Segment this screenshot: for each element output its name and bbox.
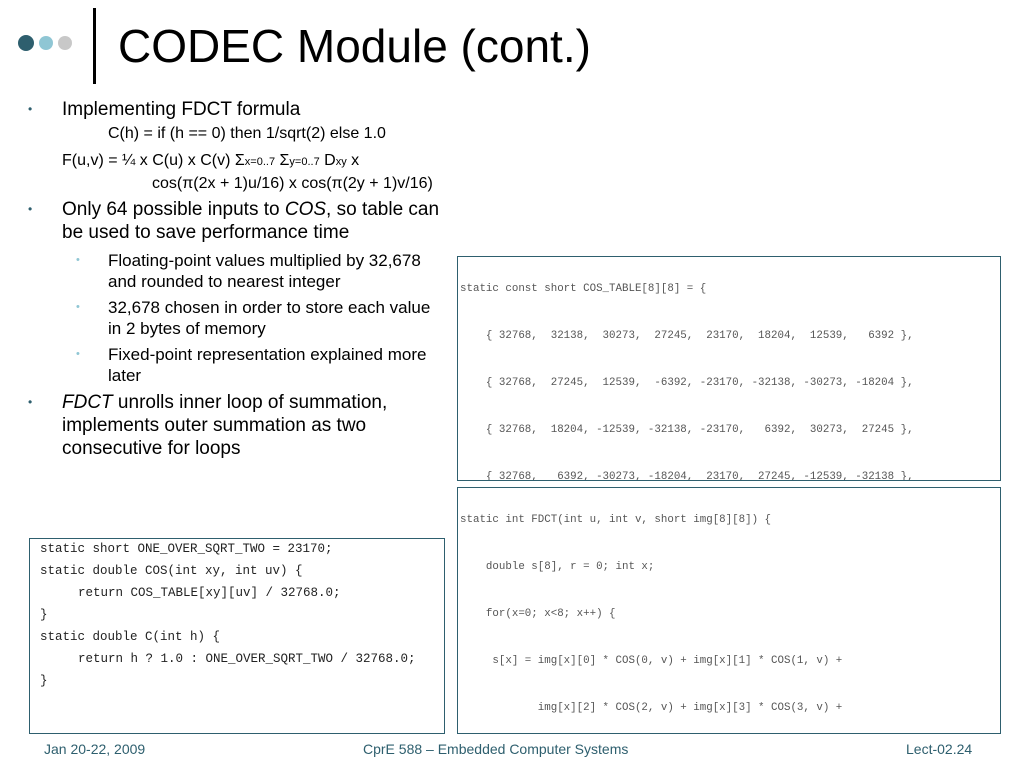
- formula-f: F(u,v) = ¼ x C(u) x C(v) Σx=0..7 Σy=0..7 Dxy x: [62, 152, 360, 169]
- light-dot: [39, 36, 53, 50]
- sub-bullet-floating-point: • Floating-point values multiplied by 32,678 and rounded to nearest integer: [76, 251, 421, 291]
- bullet-fdct-formula: [24, 98, 444, 144]
- dark-dot: [18, 35, 34, 51]
- bullet-fdct-unroll: • FDCT unrolls inner loop of summation, implements outer summation as two consecutive for loops: [28, 392, 388, 459]
- bullet-text: Implementing FDCT formula: [62, 99, 301, 120]
- sub-bullet-marker: •: [76, 348, 80, 360]
- code-cos-table: static const short COS_TABLE[8][8] = { { 32768, 32138, 30273, 27245, 23170, 18204, 12539, 6392 }, { 32768, 27245, 12539, -6392, -23170, -32138, -30273, -18204 }, { 32768, 18204, -12539, -32138, -23170, 6392, 30273, 27245 }, { 32768, 6392, -30273, -18204, 23170, 27245, -12539, -32138 },: [457, 256, 1001, 481]
- code-helper-functions: static short ONE_OVER_SQRT_TWO = 23170; static double COS(int xy, int uv) { return COS_TABLE[xy][uv] / 32768.0; } static double C(int h) { return h ? 1.0 : ONE_OVER_SQRT_TWO / 32768.0; }: [29, 538, 445, 734]
- code-fdct-function: static int FDCT(int u, int v, short img[8][8]) { double s[8], r = 0; int x; for(x=0; x<8; x++) { s[x] = img[x][0] * COS(0, v) + img[x][1] * COS(1, v) + img[x][2] * COS(2, v) + img[x][3] * COS(3, v) +: [457, 487, 1001, 734]
- title-divider: [93, 8, 96, 84]
- bullet-marker: •: [28, 202, 33, 216]
- formula-cos: cos(π(2x + 1)u/16) x cos(π(2y + 1)v/16): [152, 175, 433, 192]
- footer-course: CprE 588 – Embedded Computer Systems: [363, 741, 629, 757]
- sub-bullet-marker: •: [76, 301, 80, 313]
- sub-bullet-two-bytes: • 32,678 chosen in order to store each value in 2 bytes of memory: [76, 298, 431, 338]
- sub-bullet-marker: •: [76, 254, 80, 266]
- footer-date: Jan 20-22, 2009: [44, 741, 146, 757]
- footer-lecture-number: Lect-02.24: [906, 741, 973, 757]
- bullet-cos-table: • Only 64 possible inputs to COS, so table can be used to save performance time: [28, 199, 440, 243]
- gray-dot: [58, 36, 72, 50]
- formula-c: C(h) = if (h == 0) then 1/sqrt(2) else 1.0: [108, 125, 386, 142]
- bullet-marker: •: [28, 395, 33, 409]
- slide-title: CODEC Module (cont.): [118, 20, 591, 72]
- sub-bullet-fixed-point: • Fixed-point representation explained more later: [76, 345, 427, 385]
- bullet-list: [24, 98, 444, 466]
- bullet-marker: •: [28, 102, 33, 116]
